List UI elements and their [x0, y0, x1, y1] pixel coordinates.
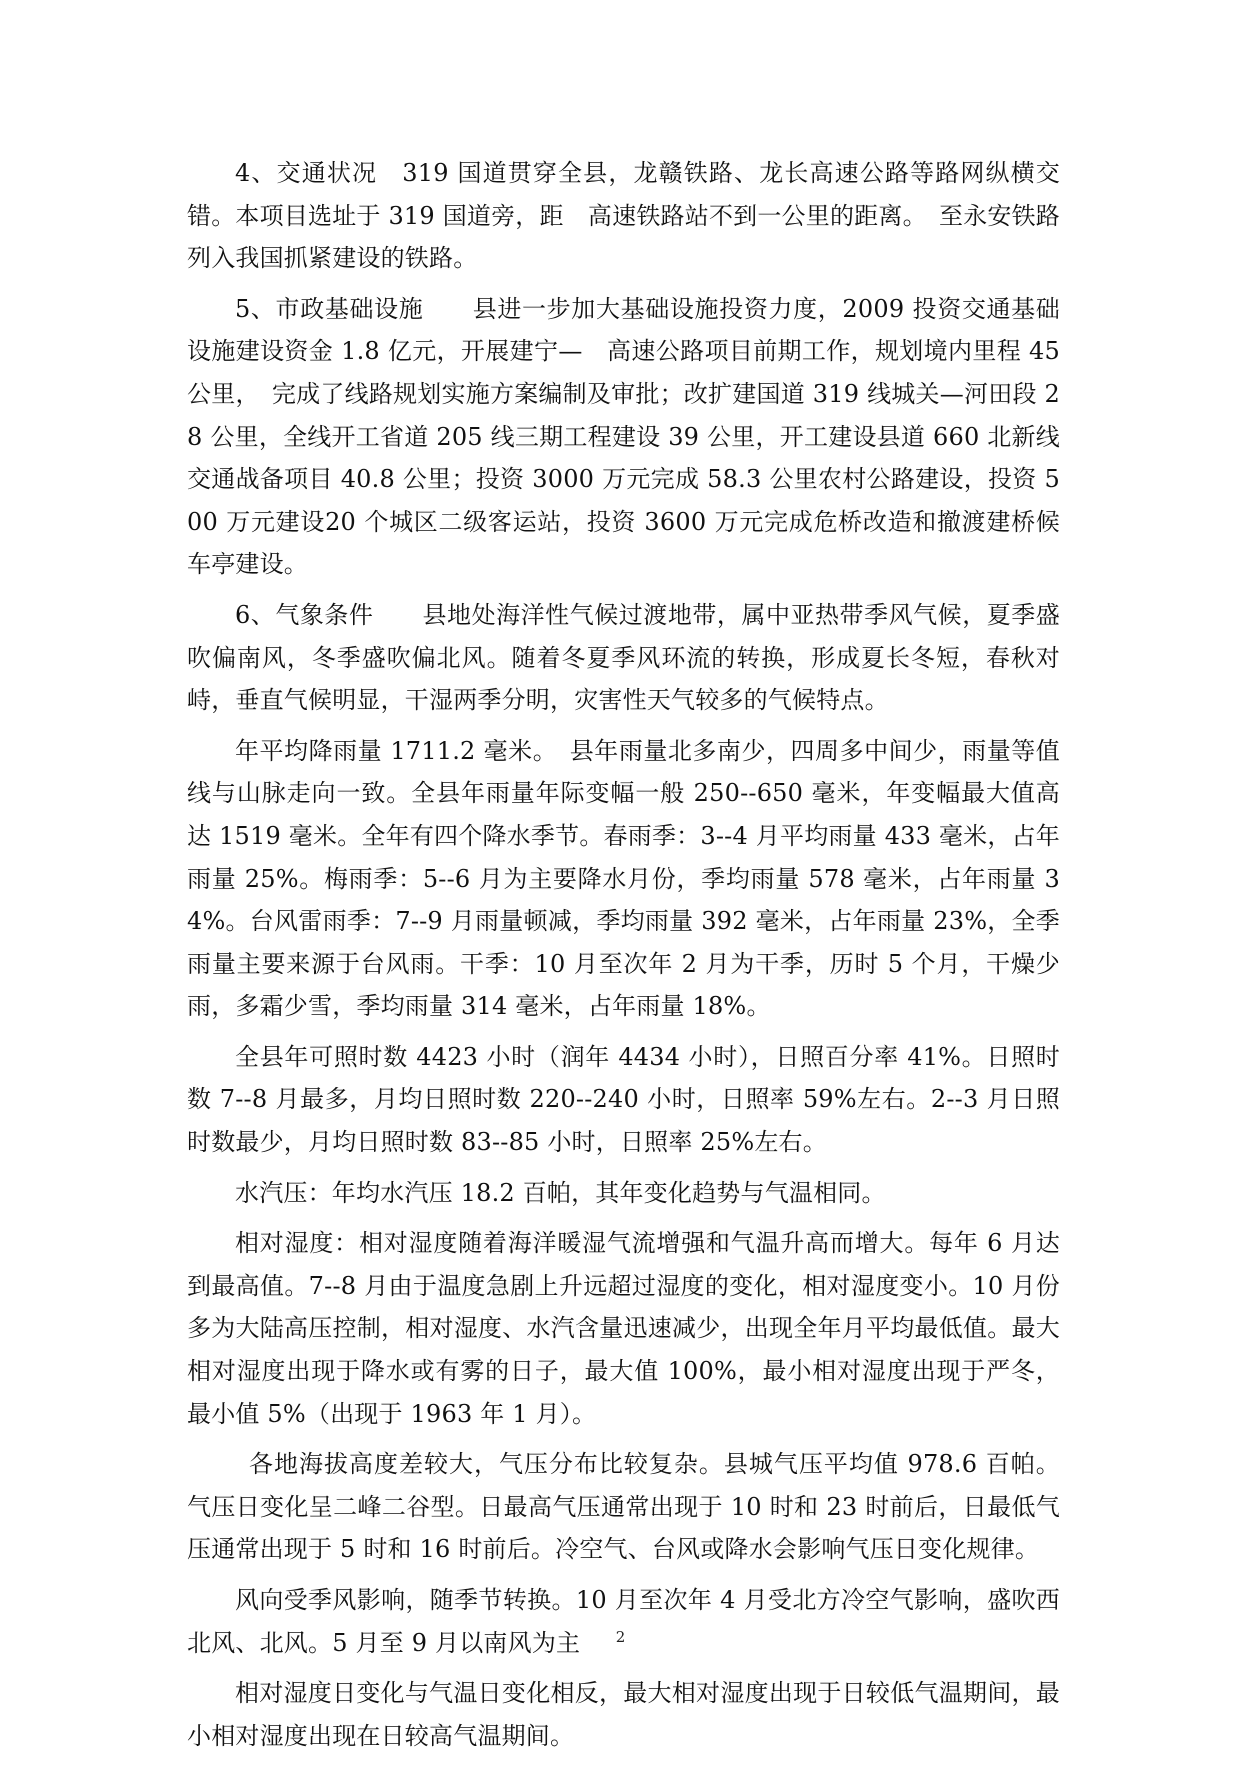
- paragraph-air-pressure: 各地海拔高度差较大，气压分布比较复杂。县城气压平均值 978.6 百帕。气压日变化呈二峰二谷型。日最高气压通常出现于 10 时和 23 时前后，日最低气压通常出现于 5 时和 16 时前后。冷空气、台风或降水会影响气压日变化规律。: [187, 1450, 1060, 1564]
- paragraph-climate: 6、气象条件 县地处海洋性气候过渡地带，属中亚热带季风气候，夏季盛吹偏南风，冬季盛吹偏北风。随着冬夏季风环流的转换，形成夏长冬短，春秋对峙，垂直气候明显，干湿两季分明，灾害性天气较多的气候特点。: [187, 600, 1060, 715]
- page-number: 2: [615, 1628, 626, 1646]
- document-body: [187, 152, 1060, 1765]
- paragraph-relative-humidity: 相对湿度：相对湿度随着海洋暖湿气流增强和气温升高而增大。每年 6 月达到最高值。7--8 月由于温度急剧上升远超过湿度的变化，相对湿度变小。10 月份多为大陆高压控制，相对湿度、水汽含量迅速减少，出现全年月平均最低值。最大相对湿度出现于降水或有雾的日子，最大值 100%，最小相对湿度出现于严冬，最小值 5%（出现于 1963 年 1 月）。: [187, 1229, 1060, 1428]
- paragraph-rainfall: 年平均降雨量 1711.2 毫米。 县年雨量北多南少，四周多中间少，雨量等值线与山脉走向一致。全县年雨量年际变幅一般 250--650 毫米，年变幅最大值高达 1519 毫米。全年有四个降水季节。春雨季：3--4 月平均雨量 433 毫米，占年雨量 25%。梅雨季：5--6 月为主要降水月份，季均雨量 578 毫米，占年雨量 34%。台风雷雨季：7--9 月雨量顿减，季均雨量 392 毫米，占年雨量 23%，全季雨量主要来源于台风雨。干季：10 月至次年 2 月为干季，历时 5 个月，干燥少雨，多霜少雪，季均雨量 314 毫米，占年雨量 18%。: [187, 736, 1060, 1021]
- paragraph-traffic: 4、交通状况 319 国道贯穿全县，龙赣铁路、龙长高速公路等路网纵横交错。本项目选址于 319 国道旁，距 高速铁路站不到一公里的距离。 至永安铁路列入我国抓紧建设的铁路。: [187, 159, 1060, 273]
- paragraph-wind-direction: 风向受季风影响，随季节转换。10 月至次年 4 月受北方冷空气影响，盛吹西北风、北风。5 月至 9 月以南风为主: [187, 1586, 1060, 1657]
- paragraph-infrastructure: 5、市政基础设施 县进一步加大基础设施投资力度，2009 投资交通基础设施建设资金 1.8 亿元，开展建宁— 高速公路项目前期工作，规划境内里程 45 公里， 完成了线路规划实施方案编制及审批；改扩建国道 319 线城关—河田段 28 公里，全线开工省道 205 线三期工程建设 39 公里，开工建设县道 660 北新线交通战备项目 40.8 公里；投资 3000 万元完成 58.3 公里农村公路建设，投资 500 万元建设20 个城区二级客运站，投资 3600 万元完成危桥改造和撤渡建桥候车亭建设。: [187, 294, 1060, 579]
- paragraph-sunshine: 全县年可照时数 4423 小时（润年 4434 小时），日照百分率 41%。日照时数 7--8 月最多，月均日照时数 220--240 小时，日照率 59%左右。2--3 月日照时数最少，月均日照时数 83--85 小时，日照率 25%左右。: [187, 1042, 1060, 1157]
- paragraph-humidity-daily: 相对湿度日变化与气温日变化相反，最大相对湿度出现于日较低气温期间，最小相对湿度出现在日较高气温期间。: [187, 1679, 1060, 1750]
- paragraph-vapor-pressure: 水汽压：年均水汽压 18.2 百帕，其年变化趋势与气温相同。: [235, 1178, 886, 1207]
